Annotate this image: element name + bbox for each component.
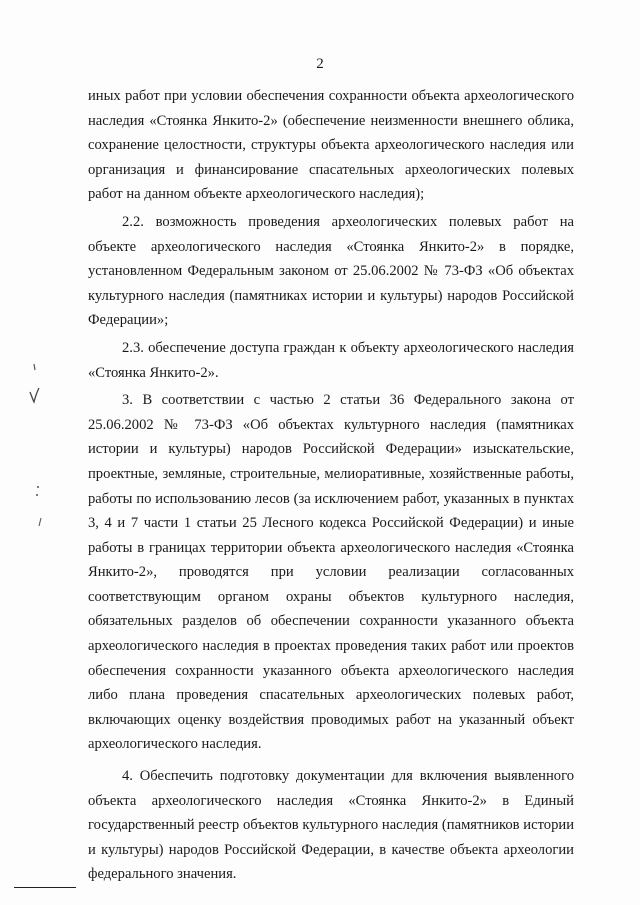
paragraph-3: 3. В соответствии с частью 2 статьи 36 Федерального закона от 25.06.2002 № 73-ФЗ «Об объектах культурного наследия (памятниках истории и культуры) народов Российской Федерации» изыскательские, проектные, земляные, строительные, мелиоративные, хозяйственные работы, работы по использованию лесов (за исключением работ, указанных в пунктах 3, 4 и 7 части 1 статьи 25 Лесного кодекса Российской Федерации) и иные работы в границах территории объекта археологического наследия «Стоянка Янкито-2», проводятся при условии реализации согласованных соответствующим органом охраны объектов культурного наследия, обязательных разделов об обеспечении сохранности указанного объекта археологического наследия в проектах проведения таких работ или проектов обеспечения сохранности указанного объекта археологического наследия либо плана проведения спасательных археологических полевых работ, включающих оценку воздействия проводимых работ на указанный объект археологического наследия. <box>88 392 574 753</box>
paragraph-2-2: 2.2. возможность проведения археологических полевых работ на объекте археологического наследия «Стоянка Янкито-2» в порядке, установленном Федеральным законом от 25.06.2002 № 73-ФЗ «Об объектах культурного наследия (памятниках истории и культуры) народов Российской Федерации»; <box>88 213 574 329</box>
margin-mark-dash <box>36 516 44 528</box>
paragraph-2-3: 2.3. обеспечение доступа граждан к объекту археологического наследия «Стоянка Янкито-2». <box>88 339 574 381</box>
paragraph-4: 4. Обеспечить подготовку документации для включения выявленного объекта археологического наследия «Стоянка Янкито-2» в Единый государственный реестр объектов культурного наследия (памятников истории и культуры) народов Российской Федерации, в качестве объекта археологии федерального значения. <box>88 768 574 883</box>
paragraph-continuation: иных работ при условии обеспечения сохранности объекта археологического наследия «Стоянка Янкито-2» (обеспечение неизменности внешнего облика, сохранение целостности, структуры объекта археологического наследия или организация и финансирование спасательных археологических полевых работ на данном объекте археологического наследия); <box>88 88 574 203</box>
footer-rule <box>14 887 76 888</box>
document-body <box>88 84 574 887</box>
margin-mark-tick <box>28 362 40 408</box>
margin-mark-colon <box>34 484 42 498</box>
page-number: 2 <box>316 56 324 72</box>
